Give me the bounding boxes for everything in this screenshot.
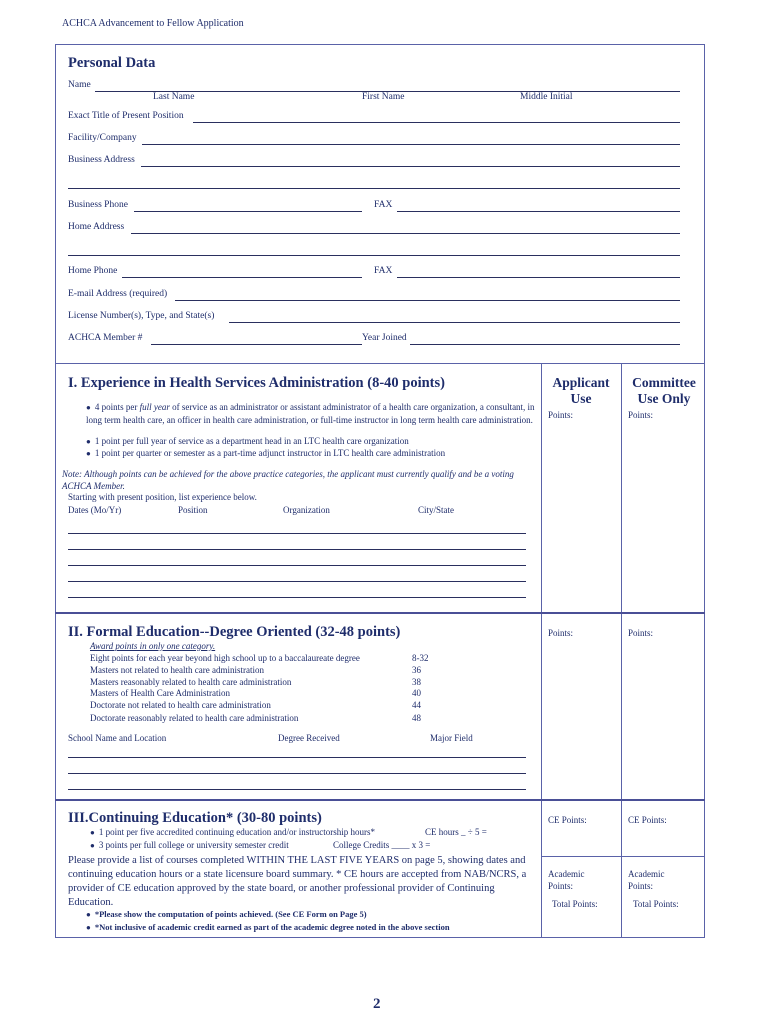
business-address-label: Business Address <box>68 155 135 165</box>
education-line[interactable] <box>68 773 526 774</box>
first-name-label: First Name <box>362 92 405 102</box>
member-line[interactable] <box>151 344 362 345</box>
email-line[interactable] <box>175 300 680 301</box>
name-label: Name <box>68 80 91 90</box>
home-address-label: Home Address <box>68 222 125 232</box>
exact-title-label: Exact Title of Present Position <box>68 111 184 121</box>
degree-row-value: 40 <box>412 688 421 698</box>
document-header: ACHCA Advancement to Fellow Application <box>62 18 244 29</box>
col-city-state: City/State <box>418 505 454 515</box>
applicant-total-points: Total Points: <box>552 899 598 909</box>
business-address-line-2[interactable] <box>68 188 680 189</box>
degree-row-label: Eight points for each year beyond high school up to a baccalaureate degree <box>90 653 360 663</box>
committee-total-points: Total Points: <box>633 899 679 909</box>
license-line[interactable] <box>229 322 680 323</box>
education-line[interactable] <box>68 789 526 790</box>
degree-row-value: 8-32 <box>412 653 429 663</box>
col-degree: Degree Received <box>278 733 340 743</box>
committee-column-divider <box>621 363 622 938</box>
section-3-title: III.Continuing Education* (30-80 points) <box>68 810 322 826</box>
col-organization: Organization <box>283 505 330 515</box>
exact-title-line[interactable] <box>193 122 680 123</box>
section-3-bullet-1: ● 1 point per five accredited continuing education and/or instructorship hours* <box>90 827 375 837</box>
section-2-title: II. Formal Education--Degree Oriented (32-48 points) <box>68 624 401 640</box>
section-separator-1 <box>55 612 705 614</box>
degree-row-label: Doctorate reasonably related to health care administration <box>90 713 299 723</box>
degree-row-value: 36 <box>412 665 421 675</box>
section-1-bullet-1: ● 4 points per full year of service as an administrator or assistant administrator of a health care organization, a consultant, in long term health care, an officer in health care administration, or full-time instructor in long term health care administration. <box>86 401 536 426</box>
section-3-bullet-2: ● 3 points per full college or university semester credit <box>90 840 289 850</box>
section-1-title: I. Experience in Health Services Administration (8-40 points) <box>68 375 445 391</box>
applicant-ce-points: CE Points: <box>548 815 587 825</box>
business-address-line[interactable] <box>141 166 680 167</box>
experience-line[interactable] <box>68 597 526 598</box>
applicant-column-divider <box>541 363 542 938</box>
section-separator-2 <box>55 799 705 801</box>
home-fax-label: FAX <box>374 266 393 276</box>
degree-row-label: Masters of Health Care Administration <box>90 688 230 698</box>
personal-data-title: Personal Data <box>68 55 156 71</box>
applicant-academic-points: Academic Points: <box>548 869 585 891</box>
award-note: Award points in only one category. <box>90 641 216 651</box>
business-phone-label: Business Phone <box>68 200 128 210</box>
home-phone-line[interactable] <box>122 277 362 278</box>
experience-line[interactable] <box>68 549 526 550</box>
committee-points-1: Points: <box>628 410 654 420</box>
home-address-line-2[interactable] <box>68 255 680 256</box>
member-label: ACHCA Member # <box>68 333 143 343</box>
middle-initial-label: Middle Initial <box>520 92 573 102</box>
home-fax-line[interactable] <box>397 277 680 278</box>
academic-row-separator <box>541 856 705 857</box>
home-address-line[interactable] <box>131 233 680 234</box>
email-label: E-mail Address (required) <box>68 289 168 299</box>
experience-line[interactable] <box>68 581 526 582</box>
applicant-use-header: Applicant Use <box>552 375 610 406</box>
committee-use-header: Committee Use Only <box>632 375 696 406</box>
degree-row-label: Doctorate not related to health care administration <box>90 700 271 710</box>
home-phone-label: Home Phone <box>68 266 118 276</box>
col-dates: Dates (Mo/Yr) <box>68 505 122 515</box>
section-3-bullet-3: ● *Please show the computation of points achieved. (See CE Form on Page 5) <box>86 909 367 919</box>
committee-points-2: Points: <box>628 628 654 638</box>
section-3-bullet-4: ● *Not inclusive of academic credit earned as part of the academic degree noted in the above section <box>86 922 450 932</box>
degree-row-value: 44 <box>412 700 421 710</box>
degree-row-value: 38 <box>412 677 421 687</box>
section-1-bullet-3: ● 1 point per quarter or semester as a part-time adjunct instructor in LTC health care administration <box>86 448 536 458</box>
last-name-label: Last Name <box>153 92 195 102</box>
committee-academic-points: Academic Points: <box>628 869 665 891</box>
section-1-starting-text: Starting with present position, list experience below. <box>68 492 257 502</box>
experience-line[interactable] <box>68 565 526 566</box>
degree-row-label: Masters not related to health care administration <box>90 665 264 675</box>
degree-row-value: 48 <box>412 713 421 723</box>
experience-line[interactable] <box>68 533 526 534</box>
applicant-points-2: Points: <box>548 628 574 638</box>
degree-row-label: Masters reasonably related to health care administration <box>90 677 292 687</box>
facility-label: Facility/Company <box>68 133 137 143</box>
col-school: School Name and Location <box>68 733 167 743</box>
year-joined-line[interactable] <box>410 344 680 345</box>
col-major: Major Field <box>430 733 473 743</box>
year-joined-label: Year Joined <box>362 333 407 343</box>
section-1-note: Note: Although points can be achieved for the above practice categories, the applicant must currently qualify and be a voting ACHCA Member. <box>62 469 514 491</box>
education-line[interactable] <box>68 757 526 758</box>
page-number: 2 <box>373 996 381 1012</box>
license-label: License Number(s), Type, and State(s) <box>68 311 215 321</box>
applicant-points-1: Points: <box>548 410 574 420</box>
business-phone-line[interactable] <box>134 211 362 212</box>
business-fax-label: FAX <box>374 200 393 210</box>
col-position: Position <box>178 505 208 515</box>
section-1-bullet-2: ● 1 point per full year of service as a department head in an LTC health care organization <box>86 436 536 446</box>
facility-line[interactable] <box>142 144 680 145</box>
section-3-paragraph: Please provide a list of courses completed WITHIN THE LAST FIVE YEARS on page 5, showing dates and continuing education hours or a state licensure board summary. * CE hours are accepted from NAB/NCRS, a provider of CE education approved by the state board, or another professional provider of Continuing Education. <box>68 855 527 908</box>
college-credits-calc[interactable]: College Credits ____ x 3 = <box>333 840 431 850</box>
ce-hours-calc[interactable]: CE hours _ ÷ 5 = <box>425 827 487 837</box>
business-fax-line[interactable] <box>397 211 680 212</box>
committee-ce-points: CE Points: <box>628 815 667 825</box>
